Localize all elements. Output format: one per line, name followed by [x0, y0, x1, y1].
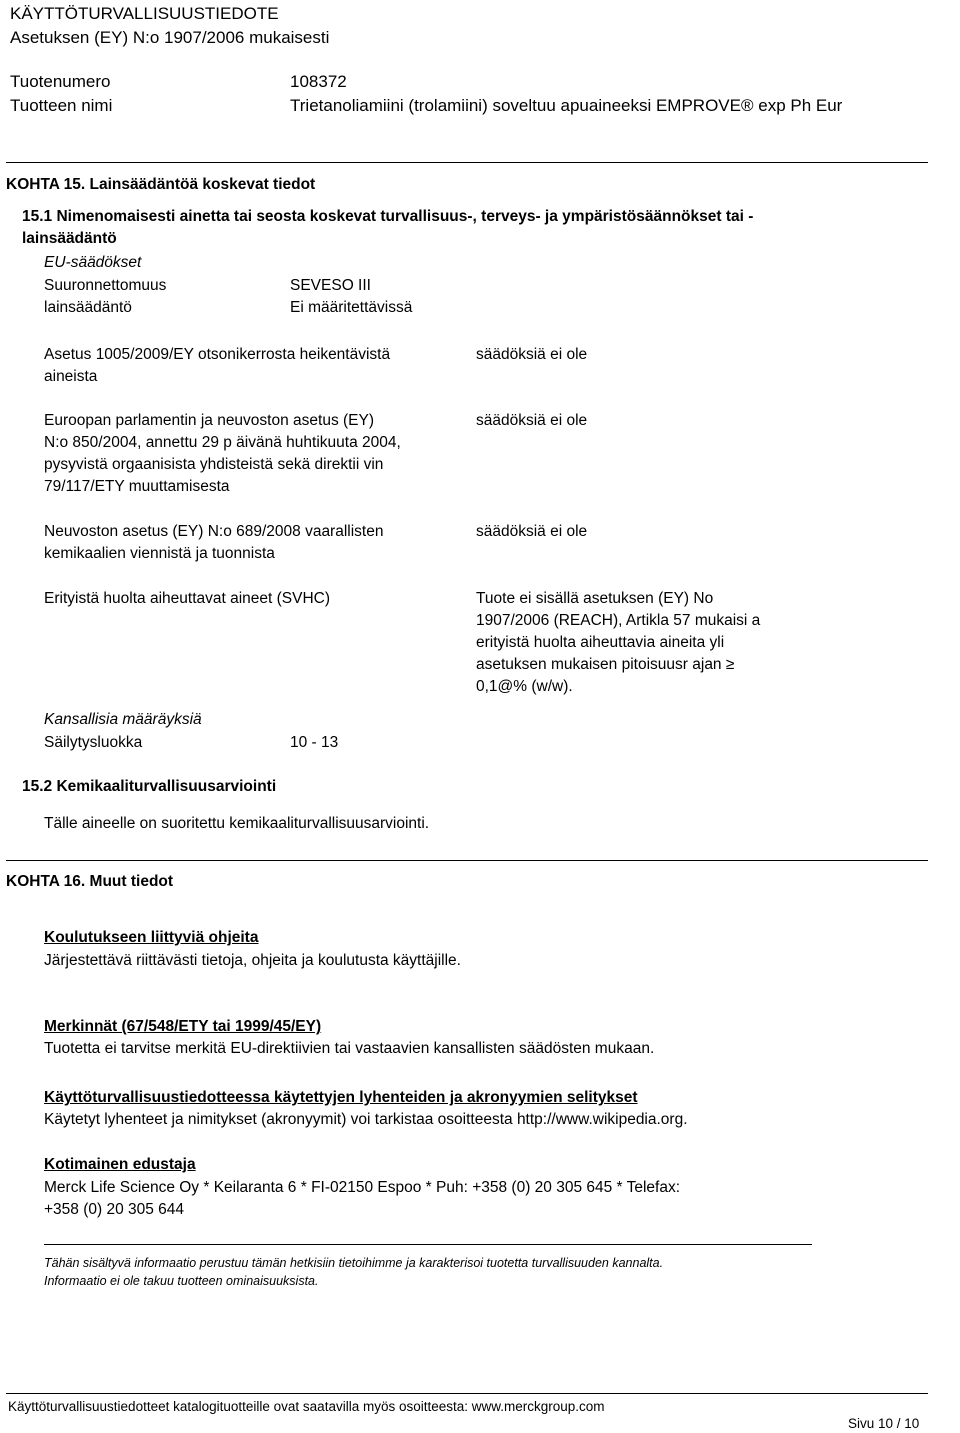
svhc-value [476, 588, 760, 698]
regulation-subtitle: Asetuksen (EY) N:o 1907/2006 mukaisesti [10, 28, 330, 47]
regulation-name-line: 79/117/ETY muuttamisesta [44, 478, 230, 495]
subsection-15-2-heading: 15.2 Kemikaaliturvallisuusarviointi [22, 778, 277, 795]
svhc-label: Erityistä huolta aiheuttavat aineet (SVHC) [44, 590, 331, 607]
footer-catalog-note: Käyttöturvallisuustiedotteet katalogituotteille ovat saatavilla myös osoitteesta: www.merckgroup.com [8, 1399, 605, 1414]
svhc-value-line: erityistä huolta aiheuttavia aineita yli [476, 634, 725, 651]
representative-address-line1: Merck Life Science Oy * Keilaranta 6 * FI-02150 Espoo * Puh: +358 (0) 20 305 645 * Telefax: [44, 1179, 681, 1196]
document-title: KÄYTTÖTURVALLISUUSTIEDOTE [10, 4, 279, 23]
section16-heading: KOHTA 16. Muut tiedot [6, 873, 174, 890]
product-number-label: Tuotenumero [10, 72, 111, 91]
seveso-value: Ei määritettävissä [290, 299, 413, 316]
regulation-name-line: aineista [44, 368, 98, 385]
section-divider [6, 860, 928, 861]
product-name: Trietanoliamiini (trolamiini) soveltuu apuaineeksi EMPROVE® exp Ph Eur [290, 96, 843, 115]
abbreviations-text: Käytetyt lyhenteet ja nimitykset (akronyymit) voi tarkistaa osoitteesta http://www.wikipedia.org. [44, 1111, 688, 1128]
chemical-safety-text: Tälle aineelle on suoritettu kemikaaliturvallisuusarviointi. [44, 815, 430, 832]
regulation-name-line: Euroopan parlamentin ja neuvoston asetus (EY) [44, 412, 375, 429]
page-number: Sivu 10 / 10 [848, 1416, 920, 1431]
regulation-row-export [44, 521, 383, 565]
training-text: Järjestettävä riittävästi tietoja, ohjeita ja koulutusta käyttäjille. [44, 952, 461, 969]
footer-divider [6, 1393, 928, 1394]
svhc-value-line: asetuksen mukaisen pitoisuusr ajan ≥ [476, 656, 735, 673]
product-name-label: Tuotteen nimi [10, 96, 113, 115]
eu-regulations-heading: EU-säädökset [44, 254, 142, 271]
abbreviations-heading: Käyttöturvallisuustiedotteessa käytettyjen lyhenteiden ja akronyymien selitykset [44, 1089, 638, 1106]
subsection-15-1-heading-line2: lainsäädäntö [22, 230, 117, 247]
svhc-value-line: Tuote ei sisällä asetuksen (EY) No [476, 590, 714, 607]
labelling-heading: Merkinnät (67/548/ETY tai 1999/45/EY) [44, 1018, 322, 1035]
labelling-text: Tuotetta ei tarvitse merkitä EU-direktiivien tai vastaavien kansallisten säädösten mukaan. [44, 1040, 655, 1057]
regulation-name-line: kemikaalien viennistä ja tuonnista [44, 545, 275, 562]
section-divider [6, 162, 928, 163]
representative-heading: Kotimainen edustaja [44, 1156, 196, 1173]
disclaimer-line1: Tähän sisältyvä informaatio perustuu tämän hetkisiin tietoihimme ja karakterisoi tuotetta turvallisuuden kannalta. [44, 1256, 664, 1270]
regulation-value-pop: säädöksiä ei ole [476, 412, 588, 429]
regulation-value-ozone: säädöksiä ei ole [476, 346, 588, 363]
regulation-name-line: pysyvistä orgaanisista yhdisteistä sekä direktii vin [44, 456, 384, 473]
regulation-row-ozone [44, 344, 390, 388]
major-accident-label-line2: lainsäädäntö [44, 299, 132, 316]
storage-class-label: Säilytysluokka [44, 734, 143, 751]
training-heading: Koulutukseen liittyviä ohjeita [44, 929, 259, 946]
regulation-value-export: säädöksiä ei ole [476, 523, 588, 540]
product-number: 108372 [290, 72, 347, 91]
national-regulations-heading: Kansallisia määräyksiä [44, 711, 202, 728]
disclaimer-line2: Informaatio ei ole takuu tuotteen ominaisuuksista. [44, 1274, 319, 1288]
seveso-label: SEVESO III [290, 277, 371, 294]
regulation-name-line: Neuvoston asetus (EY) N:o 689/2008 vaarallisten [44, 523, 384, 540]
svhc-value-line: 0,1@% (w/w). [476, 678, 573, 695]
section15-heading: KOHTA 15. Lainsäädäntöä koskevat tiedot [6, 176, 316, 193]
storage-class-value: 10 - 13 [290, 734, 339, 751]
representative-address-line2: +358 (0) 20 305 644 [44, 1201, 185, 1218]
svhc-value-line: 1907/2006 (REACH), Artikla 57 mukaisi a [476, 612, 761, 629]
subsection-15-1-heading-line1: 15.1 Nimenomaisesti ainetta tai seosta koskevat turvallisuus-, terveys- ja ympäristösäännökset tai - [22, 208, 754, 225]
regulation-name-line: Asetus 1005/2009/EY otsonikerrosta heikentävistä [44, 346, 391, 363]
regulation-row-pop [44, 410, 401, 498]
disclaimer-divider [44, 1244, 812, 1245]
major-accident-label-line1: Suuronnettomuus [44, 277, 167, 294]
regulation-name-line: N:o 850/2004, annettu 29 p äivänä huhtikuuta 2004, [44, 434, 401, 451]
